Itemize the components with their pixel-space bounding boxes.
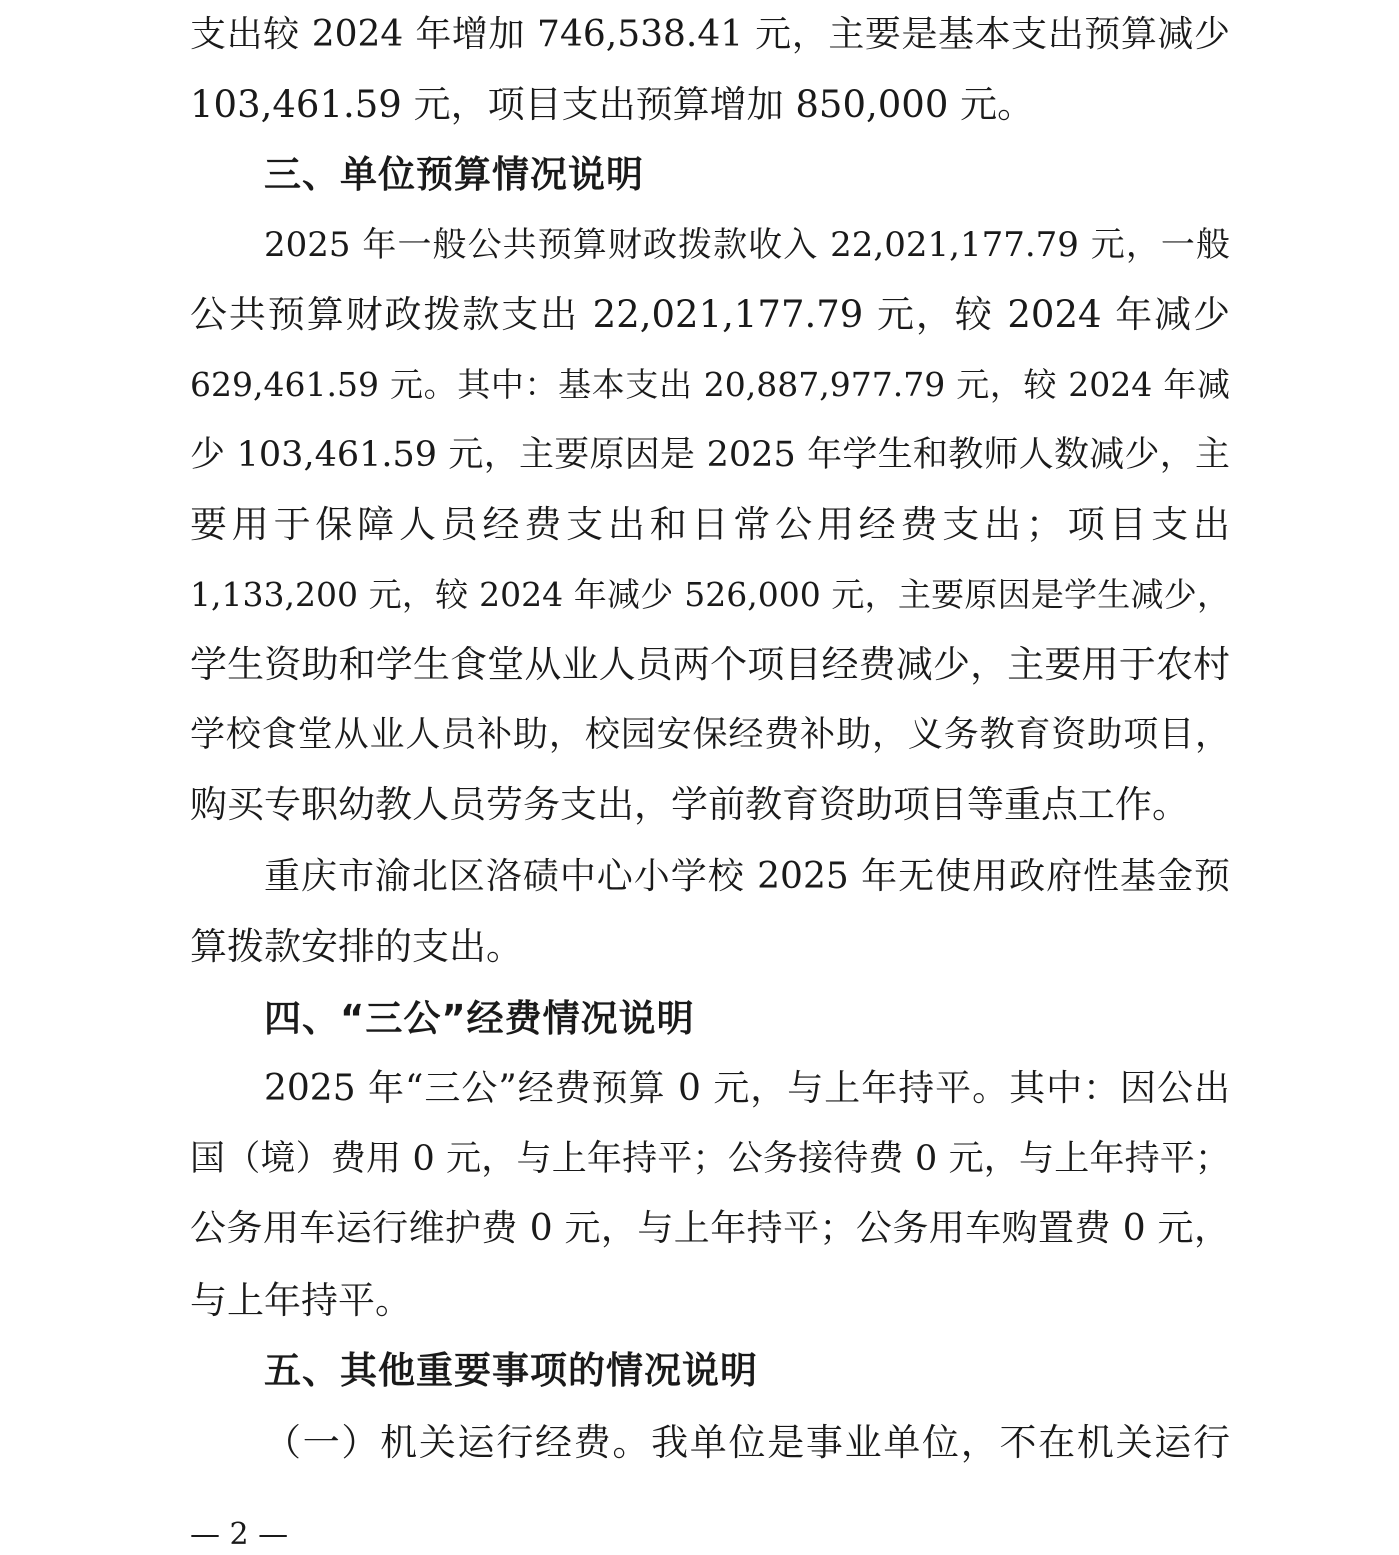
paragraph-line: 要用于保障人员经费支出和日常公用经费支出；项目支出 <box>190 503 1230 546</box>
paragraph-line: 2025 年“三公”经费预算 0 元，与上年持平。其中：因公出 <box>264 1068 1230 1109</box>
paragraph-line: 算拨款安排的支出。 <box>190 925 523 968</box>
section-heading: 四、“三公”经费情况说明 <box>264 997 695 1040</box>
paragraph-line: 103,461.59 元，项目支出预算增加 850,000 元。 <box>190 83 1035 126</box>
paragraph-line: 学校食堂从业人员补助，校园安保经费补助，义务教育资助项目， <box>190 715 1230 755</box>
paragraph-line: 629,461.59 元。其中：基本支出 20,887,977.79 元，较 2024 年减 <box>190 365 1230 404</box>
paragraph-line: 公共预算财政拨款支出 22,021,177.79 元，较 2024 年减少 <box>190 293 1230 336</box>
section-heading: 五、其他重要事项的情况说明 <box>264 1349 758 1392</box>
paragraph-line: 国（境）费用 0 元，与上年持平；公务接待费 0 元，与上年持平； <box>190 1139 1230 1179</box>
section-heading: 三、单位预算情况说明 <box>264 153 644 196</box>
paragraph-line: 2025 年一般公共预算财政拨款收入 22,021,177.79 元，一般 <box>264 225 1230 265</box>
paragraph-line: 少 103,461.59 元，主要原因是 2025 年学生和教师人数减少，主 <box>190 435 1230 475</box>
page-number: — 2 — <box>190 1517 289 1552</box>
paragraph-line: 公务用车运行维护费 0 元，与上年持平；公务用车购置费 0 元， <box>190 1208 1230 1249</box>
paragraph-line: 学生资助和学生食堂从业人员两个项目经费减少，主要用于农村 <box>190 643 1230 686</box>
paragraph-line: （一）机关运行经费。我单位是事业单位，不在机关运行 <box>264 1421 1230 1464</box>
paragraph-line: 购买专职幼教人员劳务支出，学前教育资助项目等重点工作。 <box>190 783 1189 826</box>
paragraph-line: 支出较 2024 年增加 746,538.41 元，主要是基本支出预算减少 <box>190 14 1230 55</box>
paragraph-line: 重庆市渝北区洛碛中心小学校 2025 年无使用政府性基金预 <box>264 856 1230 897</box>
paragraph-line: 与上年持平。 <box>190 1279 412 1322</box>
paragraph-line: 1,133,200 元，较 2024 年减少 526,000 元，主要原因是学生减少， <box>190 575 1230 614</box>
